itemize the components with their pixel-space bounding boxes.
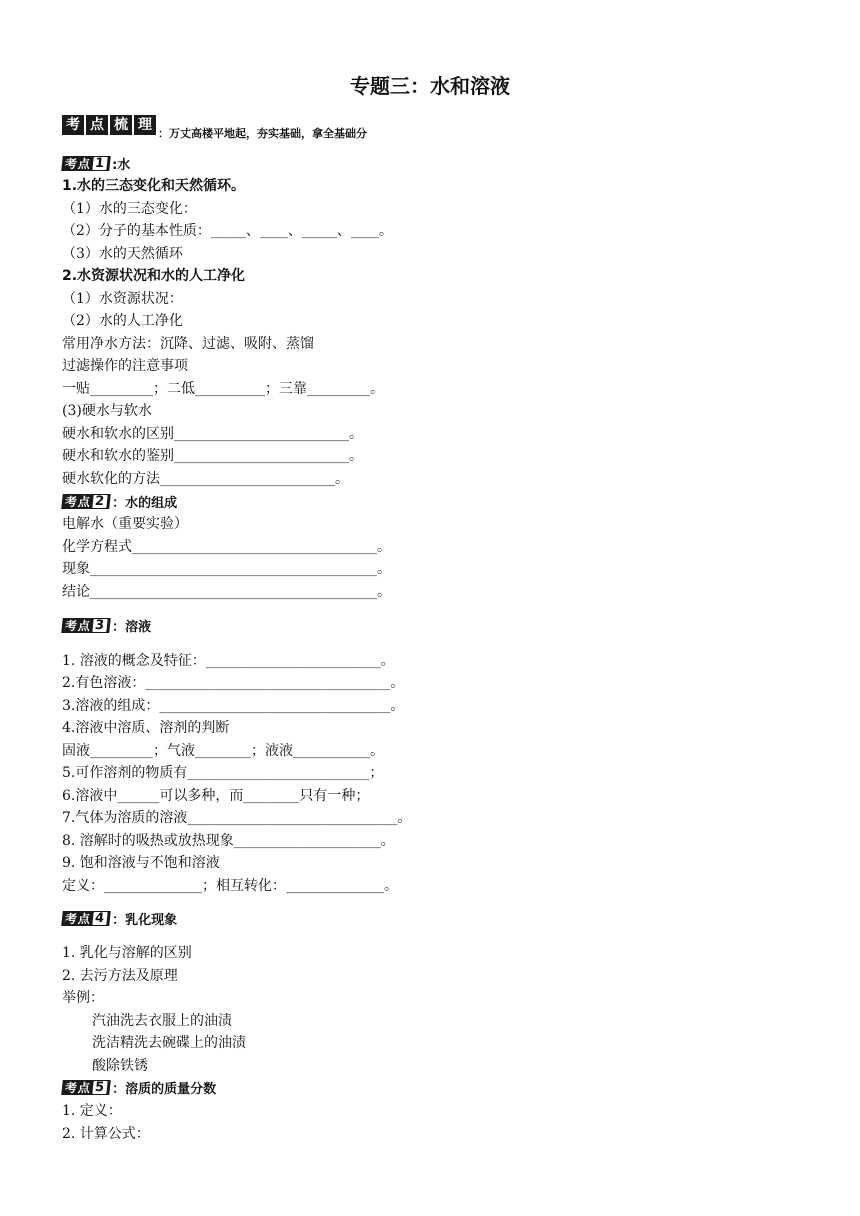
text-line: 1. 定义： (62, 1103, 122, 1119)
text-line: 1.水的三态变化和天然循环。 (62, 178, 246, 194)
text-line: 1. 溶液的概念及特征：_________________________。 (62, 653, 395, 669)
section-badge: 考点 5 (61, 1080, 111, 1095)
text-line: 固液_________；气液________；液液___________。 (62, 743, 384, 759)
text-line: (3)硬水与软水 (62, 403, 152, 419)
section-4-title: ：乳化现象 (112, 912, 178, 928)
text-line: 4.溶液中溶质、溶剂的判断 (62, 720, 230, 736)
text-line: 2. 计算公式： (62, 1126, 150, 1142)
text-line: 2. 去污方法及原理 (62, 968, 178, 984)
text-line: 2.有色溶液：___________________________________。 (62, 675, 405, 691)
text-line: 5.可作溶剂的物质有__________________________； (62, 765, 384, 781)
text-line: 8. 溶解时的吸热或放热现象_____________________。 (62, 833, 395, 849)
text-line: 汽油洗去衣服上的油渍 (92, 1013, 232, 1029)
text-line: 常用净水方法：沉降、过滤、吸附、蒸馏 (62, 336, 314, 352)
text-line: 6.溶液中______可以多种，而________只有一种； (62, 788, 370, 804)
section-3-header (62, 615, 151, 635)
text-line: （3）水的天然循环 (62, 246, 183, 262)
section-header-main (62, 115, 367, 140)
section-5-title: ：溶质的质量分数 (112, 1081, 217, 1097)
text-line: （2）水的人工净化 (62, 313, 183, 329)
page-title: 专题三：水和溶液 (350, 74, 510, 98)
section-1-header (62, 153, 130, 173)
text-line: （1）水资源状况： (62, 291, 183, 307)
section-4-header (62, 908, 177, 928)
text-line: 电解水（重要实验） (62, 516, 188, 532)
text-line: 洗洁精洗去碗碟上的油渍 (92, 1035, 246, 1051)
section-badge: 考点 1 (61, 156, 111, 171)
text-line: （1）水的三态变化： (62, 201, 197, 217)
section-5-header (62, 1077, 216, 1097)
text-line: 7.气体为溶质的溶液______________________________。 (62, 810, 412, 826)
text-line: 过滤操作的注意事项 (62, 358, 188, 374)
text-line: 3.溶液的组成：_________________________________。 (62, 698, 405, 714)
text-line: 结论_________________________________________。 (62, 584, 391, 600)
text-line: 1. 乳化与溶解的区别 (62, 945, 192, 961)
text-line: 2.水资源状况和水的人工净化 (62, 268, 246, 284)
text-line: 化学方程式___________________________________。 (62, 539, 391, 555)
section-2-title: ：水的组成 (112, 495, 178, 511)
text-line: 酸除铁锈 (92, 1058, 148, 1074)
text-line: 一贴_________；二低__________；三靠_________。 (62, 381, 384, 397)
text-line: 硬水和软水的鉴别_________________________。 (62, 448, 363, 464)
text-line: 定义：______________；相互转化：______________。 (62, 878, 398, 894)
text-line: 硬水和软水的区别_________________________。 (62, 426, 363, 442)
text-line: 硬水软化的方法_________________________。 (62, 471, 349, 487)
section-badge: 考点 3 (61, 618, 111, 633)
text-line: 9. 饱和溶液与不饱和溶液 (62, 855, 220, 871)
section-1-title: :水 (112, 157, 131, 173)
section-badge: 考点 2 (61, 494, 111, 509)
text-line: 举例： (62, 990, 104, 1006)
main-subtitle: ：万丈高楼平地起，夯实基础，拿全基础分 (158, 127, 367, 140)
kaodian-shuli-badge: 考 点 梳 理 (62, 115, 156, 135)
text-line: （2）分子的基本性质：_____、____、_____、____。 (62, 223, 393, 239)
section-2-header (62, 491, 177, 511)
section-badge: 考点 4 (61, 911, 111, 926)
section-3-title: ：溶液 (112, 619, 152, 635)
text-line: 现象_________________________________________。 (62, 561, 391, 577)
